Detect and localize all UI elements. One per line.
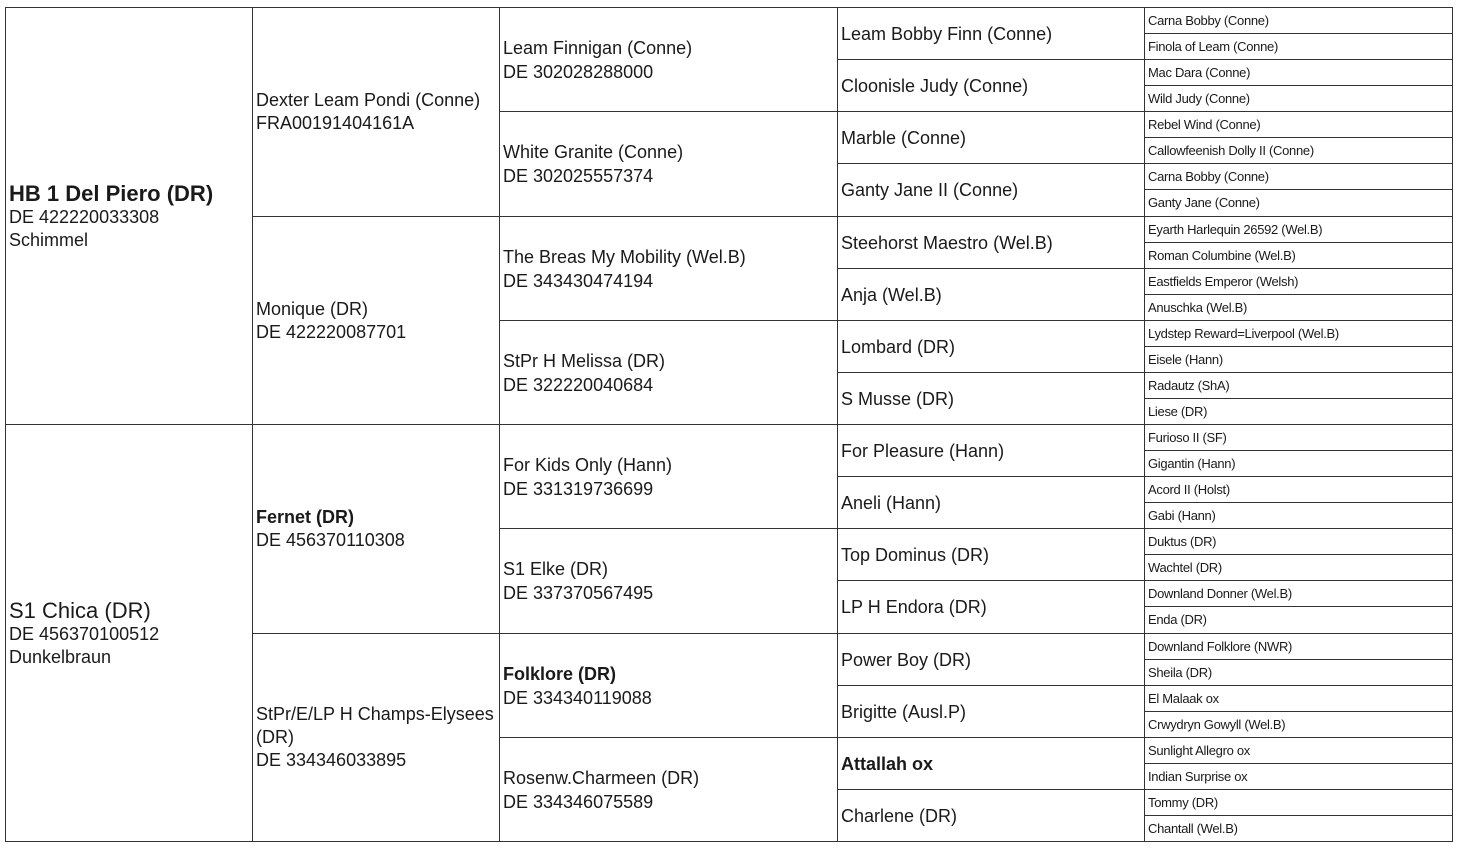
pedigree-cell-gen5 — [1144, 502, 1453, 529]
pedigree-cell-gen5 — [1144, 659, 1453, 686]
pedigree-cell-gen5 — [1144, 398, 1453, 425]
pedigree-cell-gen5 — [1144, 789, 1453, 816]
pedigree-cell-gen3 — [499, 633, 839, 738]
pedigree-cell-gen5 — [1144, 85, 1453, 112]
horse-name: Anuschka (Wel.B) — [1148, 299, 1247, 315]
pedigree-cell-gen5 — [1144, 763, 1453, 790]
horse-name: Top Dominus (DR) — [841, 544, 990, 565]
registration-number: DE 343430474194 — [503, 270, 654, 291]
horse-name: Marble (Conne) — [841, 127, 967, 148]
horse-name: El Malaak ox — [1148, 690, 1219, 706]
pedigree-cell-gen4 — [837, 685, 1146, 738]
coat-color: Schimmel — [9, 229, 89, 250]
pedigree-cell-gen5 — [1144, 685, 1453, 712]
horse-name: Fernet (DR) — [256, 507, 354, 527]
pedigree-cell-gen4 — [837, 216, 1146, 269]
pedigree-cell-gen4 — [837, 633, 1146, 686]
registration-number: DE 456370100512 — [9, 623, 160, 644]
registration-number: DE 302025557374 — [503, 166, 654, 186]
pedigree-cell-gen4 — [837, 7, 1146, 60]
horse-name: Finola of Leam (Conne) — [1148, 38, 1278, 54]
horse-name: Callowfeenish Dolly II (Conne) — [1148, 142, 1314, 158]
pedigree-cell-gen5 — [1144, 59, 1453, 86]
registration-number: DE 422220087701 — [256, 321, 407, 342]
horse-name: Gigantin (Hann) — [1148, 455, 1236, 471]
horse-name: Acord II (Holst) — [1148, 481, 1230, 497]
horse-name: Crwydryn Gowyll (Wel.B) — [1148, 716, 1286, 732]
pedigree-cell-gen5 — [1144, 815, 1453, 842]
pedigree-cell-gen5 — [1144, 424, 1453, 451]
horse-name: Roman Columbine (Wel.B) — [1148, 247, 1296, 263]
horse-name: Liese (DR) — [1148, 403, 1208, 419]
pedigree-cell-gen5 — [1144, 633, 1453, 660]
horse-name: Downland Folklore (NWR) — [1148, 638, 1293, 654]
coat-color: Dunkelbraun — [9, 646, 112, 667]
horse-name: Duktus (DR) — [1148, 533, 1217, 549]
horse-name: Wild Judy (Conne) — [1148, 90, 1250, 106]
horse-name: Aneli (Hann) — [841, 492, 942, 513]
horse-name: Sunlight Allegro ox — [1148, 742, 1250, 758]
pedigree-cell-gen5 — [1144, 476, 1453, 503]
horse-name: StPr H Melissa (DR) — [503, 350, 666, 371]
pedigree-cell-gen5 — [1144, 580, 1453, 607]
pedigree-cell-gen4 — [837, 320, 1146, 373]
pedigree-cell-gen5 — [1144, 554, 1453, 581]
pedigree-cell-gen4 — [837, 268, 1146, 321]
horse-name: Ganty Jane (Conne) — [1148, 195, 1260, 210]
pedigree-cell-gen1 — [5, 7, 254, 425]
horse-name: White Granite (Conne) — [503, 142, 684, 162]
pedigree-cell-gen5 — [1144, 7, 1453, 34]
pedigree-cell-gen3 — [499, 528, 839, 634]
horse-name: LP H Endora (DR) — [841, 597, 987, 617]
horse-name: Radautz (ShA) — [1148, 377, 1230, 393]
pedigree-cell-gen5 — [1144, 216, 1453, 243]
pedigree-cell-gen2 — [252, 7, 501, 217]
horse-name: Anja (Wel.B) — [841, 284, 942, 305]
registration-number: DE 334340119088 — [503, 687, 652, 708]
pedigree-cell-gen5 — [1144, 242, 1453, 269]
pedigree-cell-gen3 — [499, 216, 839, 321]
horse-name: Chantall (Wel.B) — [1148, 820, 1238, 836]
pedigree-cell-gen5 — [1144, 372, 1453, 399]
pedigree-cell-gen5 — [1144, 163, 1453, 190]
pedigree-cell-gen5 — [1144, 33, 1453, 60]
horse-name: For Pleasure (Hann) — [841, 440, 1005, 461]
horse-name: Leam Finnigan (Conne) — [503, 37, 693, 58]
pedigree-cell-gen2 — [252, 424, 501, 634]
pedigree-cell-gen4 — [837, 111, 1146, 164]
pedigree-cell-gen1 — [5, 424, 254, 842]
horse-name: Eyarth Harlequin 26592 (Wel.B) — [1148, 221, 1323, 237]
horse-name: Enda (DR) — [1148, 612, 1207, 627]
horse-name: Power Boy (DR) — [841, 649, 972, 670]
registration-number: DE 331319736699 — [503, 478, 654, 499]
pedigree-cell-gen4 — [837, 737, 1146, 790]
horse-name: HB 1 Del Piero (DR) — [9, 180, 214, 206]
horse-name: Lombard (DR) — [841, 336, 956, 357]
pedigree-cell-gen5 — [1144, 111, 1453, 138]
horse-name: Mac Dara (Conne) — [1148, 64, 1251, 80]
horse-name: Cloonisle Judy (Conne) — [841, 75, 1029, 96]
pedigree-cell-gen4 — [837, 163, 1146, 217]
pedigree-cell-gen5 — [1144, 320, 1453, 347]
horse-name: Eisele (Hann) — [1148, 351, 1223, 367]
pedigree-cell-gen3 — [499, 737, 839, 842]
pedigree-cell-gen2 — [252, 633, 501, 842]
pedigree-cell-gen5 — [1144, 737, 1453, 764]
registration-number: FRA00191404161A — [256, 113, 415, 133]
pedigree-cell-gen5 — [1144, 137, 1453, 164]
horse-name: Charlene (DR) — [841, 805, 958, 826]
pedigree-cell-gen4 — [837, 372, 1146, 425]
horse-name: Leam Bobby Finn (Conne) — [841, 23, 1053, 44]
pedigree-cell-gen2 — [252, 216, 501, 425]
registration-number: DE 334346075589 — [503, 791, 654, 812]
horse-name: For Kids Only (Hann) — [503, 454, 673, 475]
horse-name: Lydstep Reward=Liverpool (Wel.B) — [1148, 325, 1339, 341]
pedigree-cell-gen4 — [837, 528, 1146, 581]
registration-number: DE 334346033895 — [256, 750, 407, 770]
registration-number: DE 456370110308 — [256, 530, 405, 550]
pedigree-cell-gen4 — [837, 580, 1146, 634]
horse-name: Carna Bobby (Conne) — [1148, 168, 1269, 184]
registration-number: DE 422220033308 — [9, 206, 160, 227]
pedigree-cell-gen3 — [499, 111, 839, 217]
horse-name: Rebel Wind (Conne) — [1148, 116, 1261, 132]
pedigree-cell-gen3 — [499, 424, 839, 529]
pedigree-cell-gen5 — [1144, 189, 1453, 217]
horse-name: Downland Donner (Wel.B) — [1148, 585, 1292, 601]
horse-name: Ganty Jane II (Conne) — [841, 180, 1019, 200]
pedigree-cell-gen5 — [1144, 268, 1453, 295]
pedigree-cell-gen3 — [499, 320, 839, 425]
pedigree-cell-gen5 — [1144, 450, 1453, 477]
pedigree-cell-gen4 — [837, 476, 1146, 529]
horse-name: Attallah ox — [841, 753, 934, 774]
pedigree-cell-gen5 — [1144, 294, 1453, 321]
horse-name: S1 Chica (DR) — [9, 597, 151, 623]
horse-name: Tommy (DR) — [1148, 794, 1218, 810]
horse-name: Eastfields Emperor (Welsh) — [1148, 273, 1299, 289]
horse-name: Folklore (DR) — [503, 663, 617, 684]
horse-name: Furioso II (SF) — [1148, 429, 1227, 445]
pedigree-cell-gen3 — [499, 7, 839, 112]
horse-name: Wachtel (DR) — [1148, 559, 1222, 575]
pedigree-cell-gen4 — [837, 59, 1146, 112]
registration-number: DE 302028288000 — [503, 61, 654, 82]
pedigree-cell-gen4 — [837, 789, 1146, 842]
horse-name: Gabi (Hann) — [1148, 507, 1216, 523]
horse-name: Carna Bobby (Conne) — [1148, 12, 1269, 28]
registration-number: DE 322220040684 — [503, 374, 654, 395]
horse-name: Steehorst Maestro (Wel.B) — [841, 232, 1053, 253]
horse-name: StPr/E/LP H Champs-Elysees (DR) — [256, 704, 494, 747]
pedigree-cell-gen4 — [837, 424, 1146, 477]
pedigree-cell-gen5 — [1144, 528, 1453, 555]
horse-name: S Musse (DR) — [841, 388, 955, 409]
horse-name: S1 Elke (DR) — [503, 559, 609, 579]
horse-name: Rosenw.Charmeen (DR) — [503, 767, 700, 788]
pedigree-cell-gen5 — [1144, 606, 1453, 634]
horse-name: Dexter Leam Pondi (Conne) — [256, 90, 481, 110]
horse-name: Indian Surprise ox — [1148, 768, 1248, 784]
horse-name: The Breas My Mobility (Wel.B) — [503, 246, 746, 267]
registration-number: DE 337370567495 — [503, 583, 654, 603]
horse-name: Monique (DR) — [256, 298, 369, 319]
horse-name: Brigitte (Ausl.P) — [841, 701, 967, 722]
pedigree-cell-gen5 — [1144, 711, 1453, 738]
horse-name: Sheila (DR) — [1148, 664, 1212, 680]
pedigree-cell-gen5 — [1144, 346, 1453, 373]
